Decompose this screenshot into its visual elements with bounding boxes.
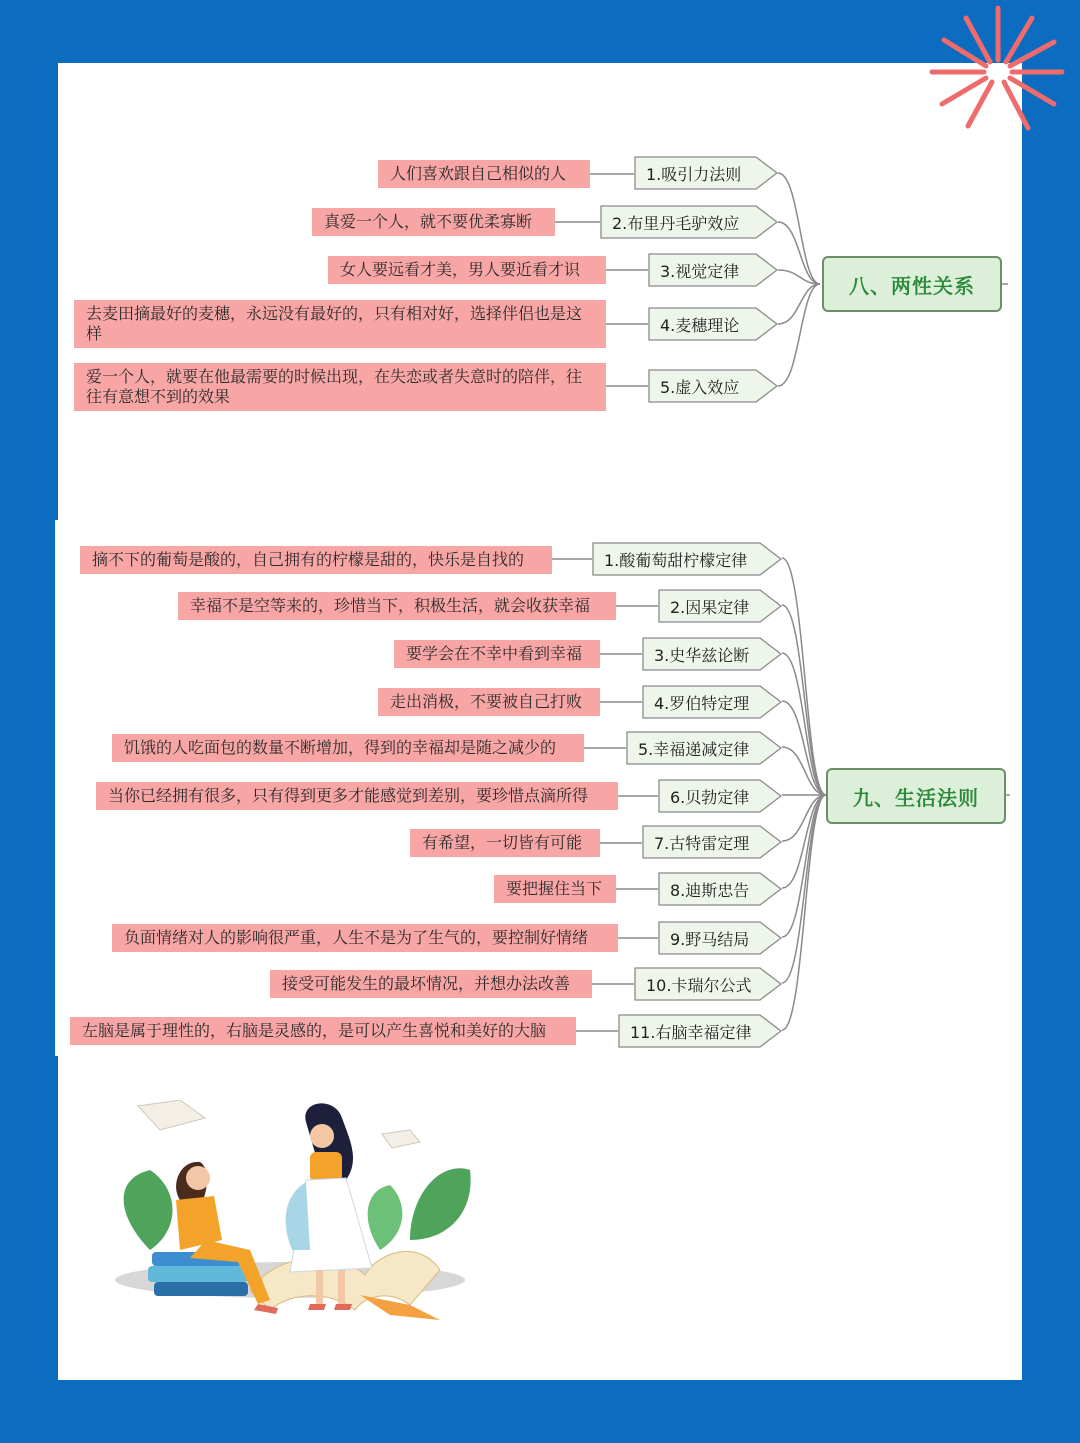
topic-section-9[interactable] [826,768,1006,824]
desc-node [80,546,552,574]
topic-section-8[interactable] [822,256,1002,312]
law-node[interactable] [658,872,782,906]
law-label: 2.因果定律 [670,597,750,617]
desc-label: 有希望，一切皆有可能 [422,833,583,852]
topic-label: 八、两性关系 [849,273,975,298]
law-node[interactable] [634,967,782,1001]
desc-label: 左脑是属于理性的，右脑是灵感的，是可以产生喜悦和美好的大脑 [82,1021,547,1040]
law-label: 9.野马结局 [670,929,750,949]
desc-node [178,592,616,620]
desc-node [494,875,616,903]
law-label: 6.贝勃定律 [670,787,750,807]
law-label: 4.罗伯特定理 [654,693,750,713]
law-label: 8.迪斯忠告 [670,880,750,900]
law-label: 2.布里丹毛驴效应 [612,213,740,233]
desc-label: 爱一个人，就要在他最需要的时候出现，在失恋或者失意时的陪伴，往往有意想不到的效果 [86,367,583,406]
law-label: 5.幸福递减定律 [638,739,750,759]
law-label: 5.虚入效应 [660,377,740,397]
law-node[interactable] [658,779,782,813]
firework-burst-icon [928,0,1068,140]
desc-label: 人们喜欢跟自己相似的人 [390,164,567,183]
law-node[interactable] [642,637,782,671]
law-node[interactable] [626,731,782,765]
desc-label: 去麦田摘最好的麦穗，永远没有最好的，只有相对好，选择伴侣也是这样 [86,304,583,343]
law-node[interactable] [642,825,782,859]
law-label: 3.史华兹论断 [654,645,750,665]
law-label: 10.卡瑞尔公式 [646,975,752,995]
law-node[interactable] [634,156,778,190]
desc-node [74,300,606,348]
desc-node [312,208,555,236]
desc-label: 负面情绪对人的影响很严重，人生不是为了生气的，要控制好情绪 [124,928,589,947]
desc-node [394,640,600,668]
reading-illustration-icon [110,1100,480,1330]
law-node[interactable] [642,685,782,719]
desc-node [378,160,590,188]
law-label: 11.右脑幸福定律 [630,1022,752,1042]
law-label: 4.麦穗理论 [660,315,740,335]
desc-label: 女人要远看才美，男人要近看才识 [340,260,581,279]
law-node[interactable] [600,205,778,239]
law-node[interactable] [648,369,778,403]
desc-label: 摘不下的葡萄是酸的，自己拥有的柠檬是甜的，快乐是自找的 [92,550,525,569]
law-node[interactable] [648,253,778,287]
law-node[interactable] [592,542,782,576]
desc-label: 真爱一个人，就不要优柔寡断 [324,212,533,231]
topic-label: 九、生活法则 [853,785,979,810]
law-node[interactable] [658,589,782,623]
desc-label: 要学会在不幸中看到幸福 [406,644,583,663]
desc-label: 当你已经拥有很多，只有得到更多才能感觉到差别，要珍惜点滴所得 [108,786,589,805]
law-node[interactable] [648,307,778,341]
law-node[interactable] [658,921,782,955]
desc-node [112,734,584,762]
desc-label: 幸福不是空等来的，珍惜当下，积极生活，就会收获幸福 [190,596,591,615]
law-label: 3.视觉定律 [660,261,740,281]
desc-node [74,363,606,411]
desc-node [96,782,618,810]
desc-node [70,1017,576,1045]
desc-label: 饥饿的人吃面包的数量不断增加，得到的幸福却是随之减少的 [124,738,557,757]
law-label: 1.酸葡萄甜柠檬定律 [604,550,748,570]
desc-node [270,970,592,998]
law-node[interactable] [618,1014,782,1048]
desc-node [112,924,618,952]
law-label: 7.古特雷定理 [654,833,750,853]
law-label: 1.吸引力法则 [646,164,742,184]
desc-node [378,688,600,716]
desc-label: 走出消极，不要被自己打败 [390,692,583,711]
desc-label: 接受可能发生的最坏情况，并想办法改善 [282,974,571,993]
desc-label: 要把握住当下 [506,879,603,898]
desc-node [410,829,600,857]
desc-node [328,256,606,284]
